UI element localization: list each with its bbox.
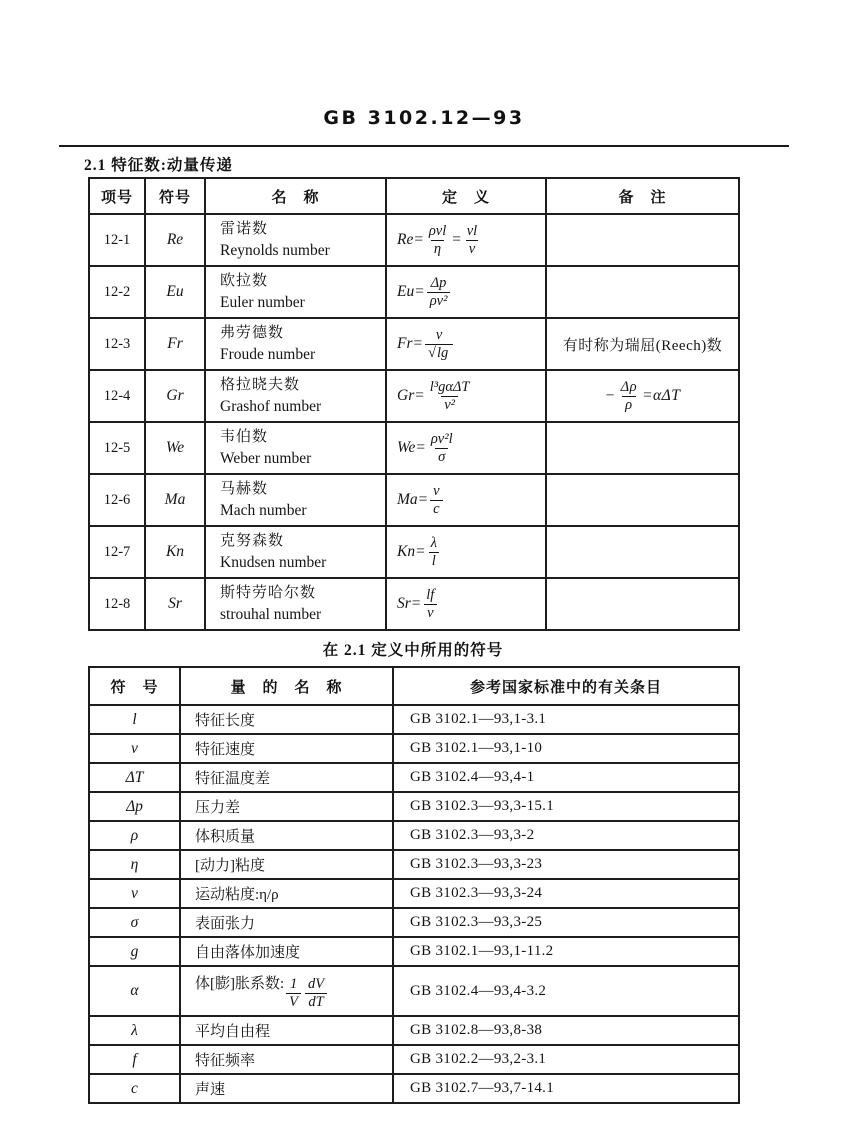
quantity-name: 运动粘度:η/ρ <box>180 879 393 908</box>
name-cn: 欧拉数 <box>220 272 269 289</box>
t2-header-reference: 参考国家标准中的有关条目 <box>393 667 739 705</box>
quantity-name: 特征温度差 <box>180 763 393 792</box>
header-rule <box>59 145 789 147</box>
symbols-table-caption: 在 2.1 定义中所用的符号 <box>322 642 504 659</box>
quantity-name: [动力]粘度 <box>180 850 393 879</box>
table-row <box>89 578 739 630</box>
table-row <box>89 966 739 1016</box>
t1-header-definition: 定 义 <box>386 178 546 214</box>
remark-cell <box>546 370 739 422</box>
symbol: η <box>89 850 180 879</box>
table-row <box>89 422 739 474</box>
name-cell <box>205 578 386 630</box>
table-row <box>89 1045 739 1074</box>
remark-formula: − $\frac{\Delta\rho}{\rho}$ =αΔT <box>604 379 681 413</box>
symbol: g <box>89 937 180 966</box>
remark-cell <box>546 422 739 474</box>
name-cn: 雷诺数 <box>220 220 269 237</box>
symbol: Ma <box>145 474 205 526</box>
symbol: f <box>89 1045 180 1074</box>
table-row <box>89 937 739 966</box>
name-cn: 弗劳德数 <box>220 324 285 341</box>
quantity-name: 体[膨]胀系数: $\frac{1}{V}$ $\frac{dV}{dT}$ <box>180 966 393 1016</box>
symbol: l <box>89 705 180 734</box>
table-row <box>89 474 739 526</box>
name-en: Weber number <box>220 450 312 468</box>
formula: Re= $\frac{\text{ρvl}}{\eta}$ = $\frac{vl}{\nu}$ <box>397 223 478 257</box>
remark-cell <box>546 266 739 318</box>
item-number: 12-4 <box>89 370 145 422</box>
symbol: ν <box>89 879 180 908</box>
name-en: Grashof number <box>220 398 322 416</box>
table-row <box>89 526 739 578</box>
name-cell <box>205 422 386 474</box>
definition-cell <box>386 422 546 474</box>
t1-header-symbol: 符号 <box>145 178 205 214</box>
name-en: Froude number <box>220 346 316 364</box>
quantity-name: 特征频率 <box>180 1045 393 1074</box>
table-row <box>89 1074 739 1103</box>
standard-reference: GB 3102.3—93,3-23 <box>393 850 739 879</box>
item-number: 12-3 <box>89 318 145 370</box>
symbol: ρ <box>89 821 180 850</box>
name-cn: 马赫数 <box>220 480 269 497</box>
definition-cell <box>386 266 546 318</box>
symbols-table <box>88 666 740 1104</box>
symbol: Kn <box>145 526 205 578</box>
definition-cell <box>386 526 546 578</box>
name-cn: 克努森数 <box>220 532 285 549</box>
doc-code: GB 3102.12—93 <box>323 107 525 129</box>
symbol: c <box>89 1074 180 1103</box>
definition-cell <box>386 474 546 526</box>
definition-cell <box>386 214 546 266</box>
quantity-name: 体积质量 <box>180 821 393 850</box>
symbol: Sr <box>145 578 205 630</box>
item-number: 12-2 <box>89 266 145 318</box>
remark-cell <box>546 526 739 578</box>
name-cell <box>205 526 386 578</box>
symbol: α <box>89 966 180 1016</box>
formula: Kn= $\frac{\lambda}{l}$ <box>397 535 437 569</box>
standard-reference: GB 3102.3—93,3-25 <box>393 908 739 937</box>
quantity-name: 特征长度 <box>180 705 393 734</box>
expansion-coefficient-formula: $\frac{1}{V}$ $\frac{dV}{dT}$ <box>284 976 329 1009</box>
table-row <box>89 318 739 370</box>
formula: Gr= $\frac{\text{l³gαΔT}}{\text{ν²}}$ <box>397 379 470 413</box>
t2-header-quantity: 量 的 名 称 <box>180 667 393 705</box>
table-row <box>89 908 739 937</box>
table-header-row <box>89 667 739 705</box>
item-number: 12-1 <box>89 214 145 266</box>
table-row <box>89 214 739 266</box>
item-number: 12-7 <box>89 526 145 578</box>
table-row <box>89 734 739 763</box>
remark-cell: 有时称为瑞屈(Reech)数 <box>546 318 739 370</box>
quantity-name: 平均自由程 <box>180 1016 393 1045</box>
table-row <box>89 1016 739 1045</box>
quantity-name: 特征速度 <box>180 734 393 763</box>
t1-header-remark: 备 注 <box>546 178 739 214</box>
symbol: Re <box>145 214 205 266</box>
name-cn: 韦伯数 <box>220 428 269 445</box>
remark-cell <box>546 214 739 266</box>
symbol: Eu <box>145 266 205 318</box>
name-en: Mach number <box>220 502 307 520</box>
remark-cell <box>546 578 739 630</box>
table-row <box>89 850 739 879</box>
standard-reference: GB 3102.3—93,3-15.1 <box>393 792 739 821</box>
table-row <box>89 266 739 318</box>
formula: We= $\frac{\text{ρv²l}}{\sigma}$ <box>397 431 453 465</box>
symbol: Gr <box>145 370 205 422</box>
remark-cell <box>546 474 739 526</box>
quantity-name: 压力差 <box>180 792 393 821</box>
name-cell <box>205 214 386 266</box>
name-cn: 斯特劳哈尔数 <box>220 584 317 601</box>
t1-header-name: 名 称 <box>205 178 386 214</box>
quantity-name: 声速 <box>180 1074 393 1103</box>
standard-reference: GB 3102.3—93,3-2 <box>393 821 739 850</box>
item-number: 12-5 <box>89 422 145 474</box>
definition-cell <box>386 370 546 422</box>
sqrt-sign: √ <box>427 344 436 361</box>
symbol: Δp <box>89 792 180 821</box>
standard-reference: GB 3102.1—93,1-3.1 <box>393 705 739 734</box>
table-row <box>89 705 739 734</box>
item-number: 12-8 <box>89 578 145 630</box>
symbol: v <box>89 734 180 763</box>
name-en: Euler number <box>220 294 305 312</box>
section-title: 2.1 特征数:动量传递 <box>84 157 233 174</box>
standard-reference: GB 3102.3—93,3-24 <box>393 879 739 908</box>
name-cell <box>205 318 386 370</box>
name-cn: 格拉晓夫数 <box>220 376 301 393</box>
standard-reference: GB 3102.1—93,1-11.2 <box>393 937 739 966</box>
table-header-row <box>89 178 739 214</box>
standard-reference: GB 3102.4—93,4-3.2 <box>393 966 739 1016</box>
standard-reference: GB 3102.7—93,7-14.1 <box>393 1074 739 1103</box>
t1-header-item: 项号 <box>89 178 145 214</box>
name-en: Reynolds number <box>220 242 330 260</box>
t2-header-symbol: 符 号 <box>89 667 180 705</box>
definition-cell <box>386 578 546 630</box>
symbol: λ <box>89 1016 180 1045</box>
symbol: ΔT <box>89 763 180 792</box>
table-row <box>89 370 739 422</box>
table-row <box>89 792 739 821</box>
name-cell <box>205 474 386 526</box>
definition-cell <box>386 318 546 370</box>
symbol: σ <box>89 908 180 937</box>
symbol: We <box>145 422 205 474</box>
standard-reference: GB 3102.4—93,4-1 <box>393 763 739 792</box>
table-row <box>89 879 739 908</box>
formula: Fr= $\frac{v}{√\lg}$ <box>397 327 455 360</box>
formula: Ma= $\frac{v}{c}$ <box>397 483 445 516</box>
name-cell <box>205 370 386 422</box>
item-number: 12-6 <box>89 474 145 526</box>
standard-reference: GB 3102.8—93,8-38 <box>393 1016 739 1045</box>
quantity-name: 表面张力 <box>180 908 393 937</box>
characteristic-numbers-table <box>88 177 740 631</box>
table-row <box>89 763 739 792</box>
standard-reference: GB 3102.2—93,2-3.1 <box>393 1045 739 1074</box>
name-en: Knudsen number <box>220 554 327 572</box>
formula: Sr= $\frac{lf}{v}$ <box>397 587 439 620</box>
table-row <box>89 821 739 850</box>
name-cell <box>205 266 386 318</box>
quantity-name: 自由落体加速度 <box>180 937 393 966</box>
symbol: Fr <box>145 318 205 370</box>
standard-reference: GB 3102.1—93,1-10 <box>393 734 739 763</box>
formula: Eu= $\frac{\Delta p}{\text{ρv²}}$ <box>397 275 452 308</box>
name-en: strouhal number <box>220 606 322 624</box>
